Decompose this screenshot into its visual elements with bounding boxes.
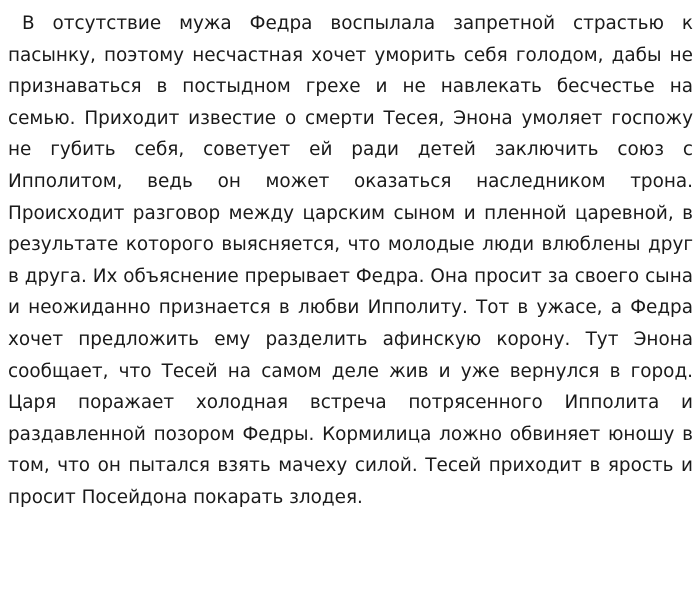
body-paragraph: В отсутствие мужа Федра воспылала запретной страстью к пасынку, поэтому несчастная хочет уморить себя голодом, дабы не признаваться в постыдном грехе и не навлекать бесчестье на семью. Приходит известие о смерти Тесея, Энона умоляет госпожу не губить себя, советует ей ради детей заключить союз с Ипполитом, ведь он может оказаться наследником трона. Происходит разговор между царским сыном и пленной царевной, в результате которого выясняется, что молодые люди влюблены друг в друга. Их объяснение прерывает Федра. Она просит за своего сына и неожиданно признается в любви Ипполиту. Тот в ужасе, а Федра хочет предложить ему разделить афинскую корону. Тут Энона сообщает, что Тесей на самом деле жив и уже вернулся в город. Царя поражает холодная встреча потрясенного Ипполита и раздавленной позором Федры. Кормилица ложно обвиняет юношу в том, что он пытался взять мачеху силой. Тесей приходит в ярость и просит Посейдона покарать злодея.: [8, 13, 693, 508]
